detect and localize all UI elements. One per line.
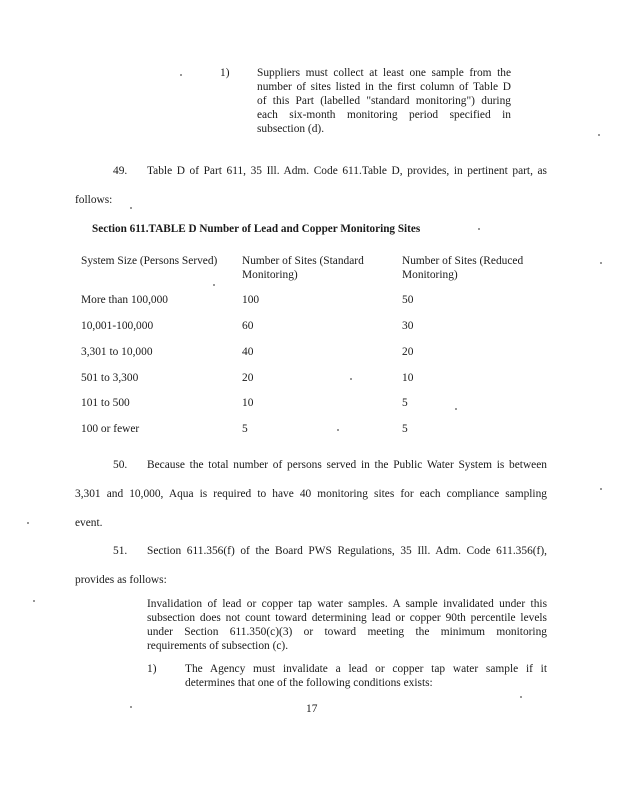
table-cell-size: More than 100,000 [81, 294, 168, 306]
scan-speck [130, 207, 132, 209]
table-cell-reduced: 50 [402, 294, 414, 306]
table-cell-standard: 20 [242, 372, 254, 384]
para50-line3: event. [75, 517, 103, 529]
table-cell-standard: 100 [242, 294, 260, 306]
para49-line1: Table D of Part 611, 35 Ill. Adm. Code 611.Table D, provides, in pertinent part, as [147, 165, 547, 177]
scan-speck [180, 74, 182, 76]
scan-speck [478, 228, 480, 230]
para51-line2: provides as follows: [75, 574, 167, 586]
quote-item-number: 1) [147, 663, 157, 675]
scan-speck [33, 600, 35, 602]
top-item-line: each six-month monitoring period specified in [257, 109, 511, 121]
para50-line2: 3,301 and 10,000, Aqua is required to have 40 monitoring sites for each compliance sampling [75, 488, 547, 500]
top-item-line: subsection (d). [257, 123, 325, 135]
table-row [0, 293, 618, 307]
table-cell-reduced: 30 [402, 320, 414, 332]
scan-speck [350, 378, 352, 380]
quote-item-text [185, 662, 547, 690]
table-cell-reduced: 5 [402, 423, 408, 435]
top-item-number: 1) [220, 67, 230, 79]
quote-item-line: determines that one of the following conditions exists: [185, 677, 433, 689]
table-header-system-size: System Size (Persons Served) [81, 255, 218, 267]
quote-line: under Section 611.350(c)(3) or toward meeting the minimum monitoring [147, 626, 547, 638]
table-cell-standard: 60 [242, 320, 254, 332]
page-number: 17 [306, 703, 318, 715]
para49-line2: follows: [75, 194, 113, 206]
scan-speck [455, 408, 457, 410]
table-row [0, 371, 618, 385]
scan-speck [600, 488, 602, 490]
table-cell-size: 501 to 3,300 [81, 372, 139, 384]
quote-line: subsection does not count toward determining lead or copper 90th percentile levels [147, 612, 547, 624]
table-header-reduced: Number of Sites (Reduced Monitoring) [402, 255, 524, 281]
table-cell-size: 100 or fewer [81, 423, 140, 435]
table-cell-standard: 5 [242, 423, 248, 435]
table-header-standard: Number of Sites (Standard Monitoring) [242, 255, 364, 281]
table-title: Section 611.TABLE D Number of Lead and Copper Monitoring Sites [92, 223, 421, 235]
table-cell-standard: 40 [242, 346, 254, 358]
table-cell-reduced: 10 [402, 372, 414, 384]
table-row [0, 396, 618, 410]
scan-speck [337, 429, 339, 431]
top-item-line: of this Part (labelled "standard monitoring") during [257, 95, 511, 107]
table-row [0, 319, 618, 333]
scan-speck [598, 134, 600, 136]
para49-number: 49. [113, 165, 128, 177]
scan-speck [600, 262, 602, 264]
top-item-text [257, 66, 511, 136]
top-item-line: Suppliers must collect at least one sample from the [257, 67, 511, 79]
scan-speck [213, 284, 215, 286]
para50-number: 50. [113, 459, 128, 471]
table-row [0, 345, 618, 359]
table-cell-size: 101 to 500 [81, 397, 130, 409]
table-cell-reduced: 5 [402, 397, 408, 409]
scan-speck [130, 706, 132, 708]
scan-speck [520, 696, 522, 698]
table-cell-standard: 10 [242, 397, 254, 409]
para50-line1: Because the total number of persons served in the Public Water System is between [147, 459, 547, 471]
table-row [0, 422, 618, 436]
para51-number: 51. [113, 545, 128, 557]
para51-line1: Section 611.356(f) of the Board PWS Regulations, 35 Ill. Adm. Code 611.356(f), [147, 545, 547, 557]
quote-item-line: The Agency must invalidate a lead or copper tap water sample if it [185, 663, 547, 675]
block-quote [147, 597, 547, 653]
table-cell-size: 10,001-100,000 [81, 320, 154, 332]
scan-speck [27, 522, 29, 524]
top-item-line: number of sites listed in the first column of Table D [257, 81, 511, 93]
quote-line: Invalidation of lead or copper tap water samples. A sample invalidated under this [147, 598, 547, 610]
table-cell-reduced: 20 [402, 346, 414, 358]
quote-line: requirements of subsection (c). [147, 640, 289, 652]
table-cell-size: 3,301 to 10,000 [81, 346, 153, 358]
